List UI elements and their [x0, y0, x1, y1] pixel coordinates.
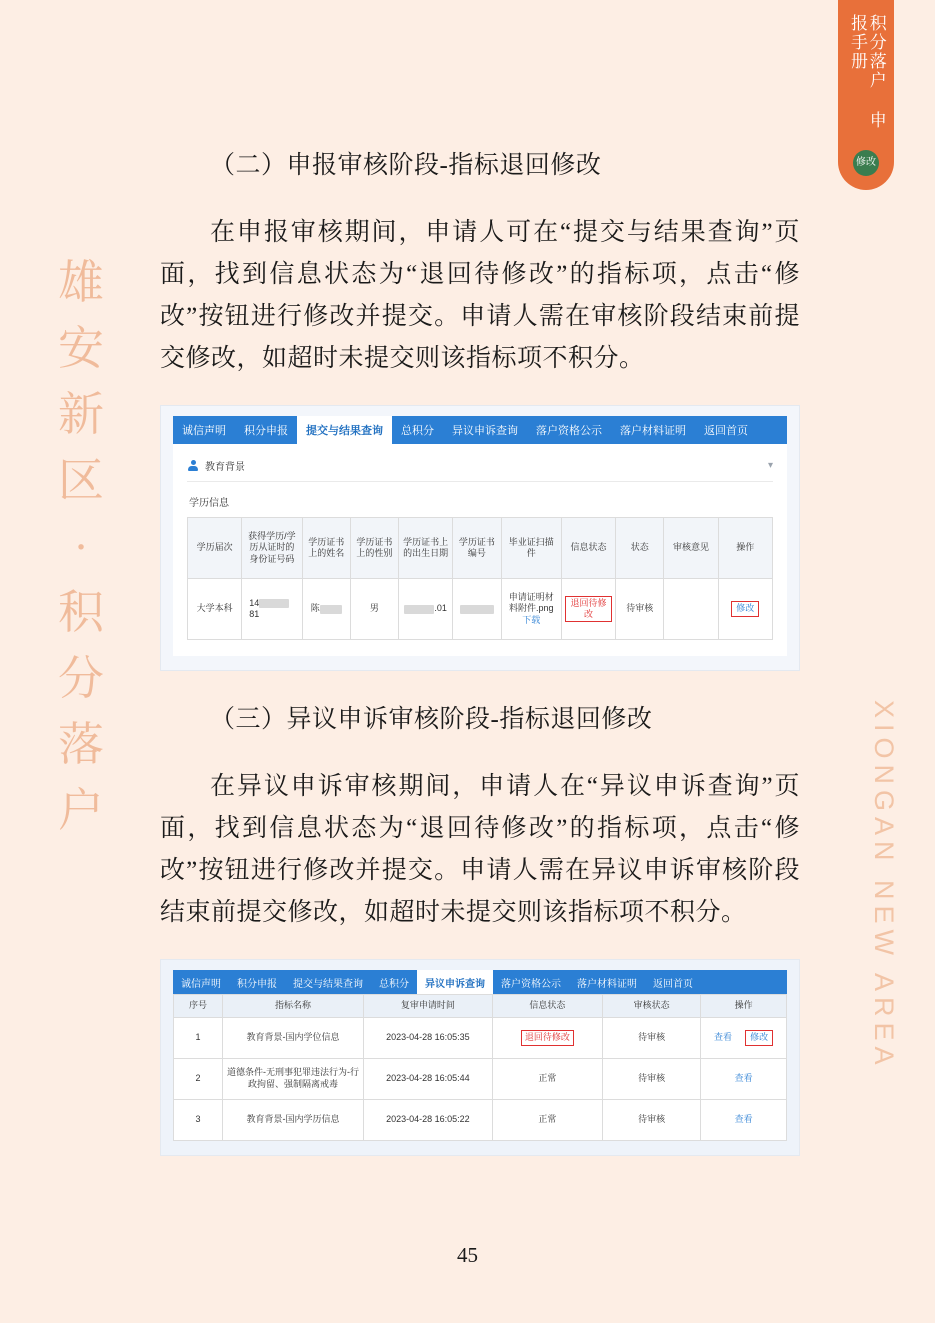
col-degree-session: 学历届次 [188, 518, 242, 579]
cell2-action [701, 1099, 787, 1140]
cell2-indicator-name: 道德条件-无刑事犯罪违法行为-行政拘留、强制隔离戒毒 [223, 1058, 364, 1099]
side-tab-badge: 修改 [853, 150, 879, 176]
panel-title: 教育背景 [205, 462, 245, 473]
col2-index: 序号 [174, 995, 223, 1018]
col-status: 状态 [616, 518, 664, 579]
left-title-char: 安 [58, 323, 104, 374]
figure-submission-query-screenshot [160, 405, 800, 671]
col2-review-status: 审核状态 [603, 995, 701, 1018]
figure-appeal-query-screenshot [160, 959, 800, 1156]
nav2-item-integrity-statement[interactable]: 诚信声明 [181, 978, 221, 990]
cell-status: 待审核 [616, 579, 664, 640]
table-row [188, 579, 773, 640]
table-row [174, 1058, 787, 1099]
nav2-item-submission-and-result-query[interactable]: 提交与结果查询 [293, 978, 363, 990]
education-records-table [187, 517, 773, 640]
table-header-row [188, 518, 773, 579]
col-cert-birthdate: 学历证书上的出生日期 [399, 518, 453, 579]
cell-cert-name [302, 579, 350, 640]
nav2-item-points-declaration[interactable]: 积分申报 [237, 978, 277, 990]
col-review-opinion: 审核意见 [664, 518, 718, 579]
status-badge-returned-for-edit: 退回待修改 [521, 1030, 574, 1046]
left-title-char: 户 [58, 785, 104, 836]
cell2-review-apply-time: 2023-04-28 16:05:22 [364, 1099, 493, 1140]
nav-item-total-points[interactable]: 总积分 [401, 425, 434, 437]
figure2-navbar [173, 970, 787, 994]
cell2-index: 3 [174, 1099, 223, 1140]
left-title-char: 分 [58, 653, 104, 704]
cell2-indicator-name: 教育背景-国内学位信息 [223, 1017, 364, 1058]
cell-info-status [561, 579, 615, 640]
left-title-char: · [73, 521, 89, 572]
figure1-panel [173, 444, 787, 656]
nav-item-appeal-query[interactable]: 异议申诉查询 [452, 425, 518, 437]
cell2-info-status [492, 1017, 602, 1058]
cell-diploma-scan [501, 579, 561, 640]
col-cert-name: 学历证书上的姓名 [302, 518, 350, 579]
section-heading-2: （二）申报审核阶段-指标退回修改 [210, 152, 602, 179]
table-row [174, 1099, 787, 1140]
nav2-item-total-points[interactable]: 总积分 [379, 978, 409, 990]
cell2-review-status: 待审核 [603, 1058, 701, 1099]
appeal-records-table [173, 994, 787, 1141]
user-icon [187, 460, 199, 472]
col2-info-status: 信息状态 [492, 995, 602, 1018]
col-action: 操作 [718, 518, 772, 579]
col-cert-gender: 学历证书上的性别 [350, 518, 398, 579]
cell2-review-status: 待审核 [603, 1099, 701, 1140]
cell-cert-gender: 男 [350, 579, 398, 640]
cell-review-opinion [664, 579, 718, 640]
table-row [174, 1017, 787, 1058]
figure1-navbar [173, 416, 787, 444]
attachment-filename: 申请证明材料附件.png [508, 592, 554, 614]
view-button[interactable]: 查看 [734, 1113, 753, 1124]
left-title-char: 新 [58, 389, 104, 440]
left-title-char: 雄 [58, 257, 104, 308]
panel-header-education-background[interactable] [187, 454, 773, 482]
section-body-2: 在申报审核期间，申请人可在“提交与结果查询”页面，找到信息状态为“退回待修改”的指标项，点击“修改”按钮进行修改并提交。申请人需在审核阶段结束前提交修改，如超时未提交则该指标项不积分。 [160, 219, 800, 372]
table-header-row [174, 995, 787, 1018]
left-title-char: 落 [58, 719, 104, 770]
col2-review-apply-time: 复审申请时间 [364, 995, 493, 1018]
nav-item-settlement-material-proof[interactable]: 落户材料证明 [620, 425, 686, 437]
nav2-item-settlement-material-proof[interactable]: 落户材料证明 [577, 978, 637, 990]
cell2-review-apply-time: 2023-04-28 16:05:35 [364, 1017, 493, 1058]
side-tab-label: 积分落户 申报手册 [848, 14, 886, 130]
cell-degree-session: 大学本科 [188, 579, 242, 640]
edit-button[interactable]: 修改 [745, 1030, 773, 1046]
cell2-action [701, 1017, 787, 1058]
nav2-item-appeal-query[interactable]: 异议申诉查询 [417, 970, 493, 994]
page-content [160, 120, 800, 1156]
cell2-review-status: 待审核 [603, 1017, 701, 1058]
nav-item-settlement-qualification-publicity[interactable]: 落户资格公示 [536, 425, 602, 437]
edit-button[interactable]: 修改 [731, 601, 759, 616]
cell-id-number: 14 81 [242, 579, 302, 640]
cell2-index: 1 [174, 1017, 223, 1058]
left-title-char: 积 [58, 587, 104, 638]
page-number: 45 [457, 1243, 478, 1267]
cell2-info-status: 正常 [492, 1058, 602, 1099]
nav2-item-back-to-home[interactable]: 返回首页 [653, 978, 693, 990]
col-info-status: 信息状态 [561, 518, 615, 579]
status-badge-returned-for-edit: 退回待修改 [565, 596, 612, 623]
view-button[interactable]: 查看 [734, 1072, 753, 1083]
cell2-indicator-name: 教育背景-国内学历信息 [223, 1099, 364, 1140]
nav-item-back-to-home[interactable]: 返回首页 [704, 425, 748, 437]
cell2-review-apply-time: 2023-04-28 16:05:44 [364, 1058, 493, 1099]
download-link[interactable]: 下载 [522, 614, 541, 625]
cell2-action [701, 1058, 787, 1099]
cell-cert-birthdate [399, 579, 453, 640]
col-cert-number: 学历证书编号 [453, 518, 501, 579]
col2-action: 操作 [701, 995, 787, 1018]
col2-indicator-name: 指标名称 [223, 995, 364, 1018]
chevron-down-icon[interactable]: ▾ [767, 460, 773, 471]
view-button[interactable]: 查看 [714, 1031, 733, 1042]
cell-birthdate-suffix: .01 [434, 603, 447, 614]
nav-item-submission-and-result-query[interactable]: 提交与结果查询 [297, 416, 392, 444]
left-vertical-title [48, 250, 114, 844]
section-body-3: 在异议申诉审核期间，申请人在“异议申诉查询”页面，找到信息状态为“退回待修改”的指标项，点击“修改”按钮进行修改并提交。申请人需在异议申诉审核阶段结束前提交修改，如超时未提交则该指标项不积分。 [160, 773, 800, 926]
cell-cert-name-text: 陈 [310, 603, 320, 614]
nav-item-points-declaration[interactable]: 积分申报 [244, 425, 288, 437]
col-diploma-scan: 毕业证扫描件 [501, 518, 561, 579]
col-id-number: 获得学历/学历从证时的身份证号码 [242, 518, 302, 579]
nav2-item-settlement-qualification-publicity[interactable]: 落户资格公示 [501, 978, 561, 990]
cell-action [718, 579, 772, 640]
cell2-info-status: 正常 [492, 1099, 602, 1140]
nav-item-integrity-statement[interactable]: 诚信声明 [182, 425, 226, 437]
table-subtitle-education-records: 学历信息 [189, 498, 229, 509]
side-tab-handbook [838, 0, 894, 190]
left-title-char: 区 [58, 455, 104, 506]
cell2-index: 2 [174, 1058, 223, 1099]
right-vertical-latin-title: XIONGAN NEW AREA [869, 700, 899, 1071]
cell-cert-number [453, 579, 501, 640]
section-heading-3: （三）异议申诉审核阶段-指标退回修改 [210, 706, 653, 733]
